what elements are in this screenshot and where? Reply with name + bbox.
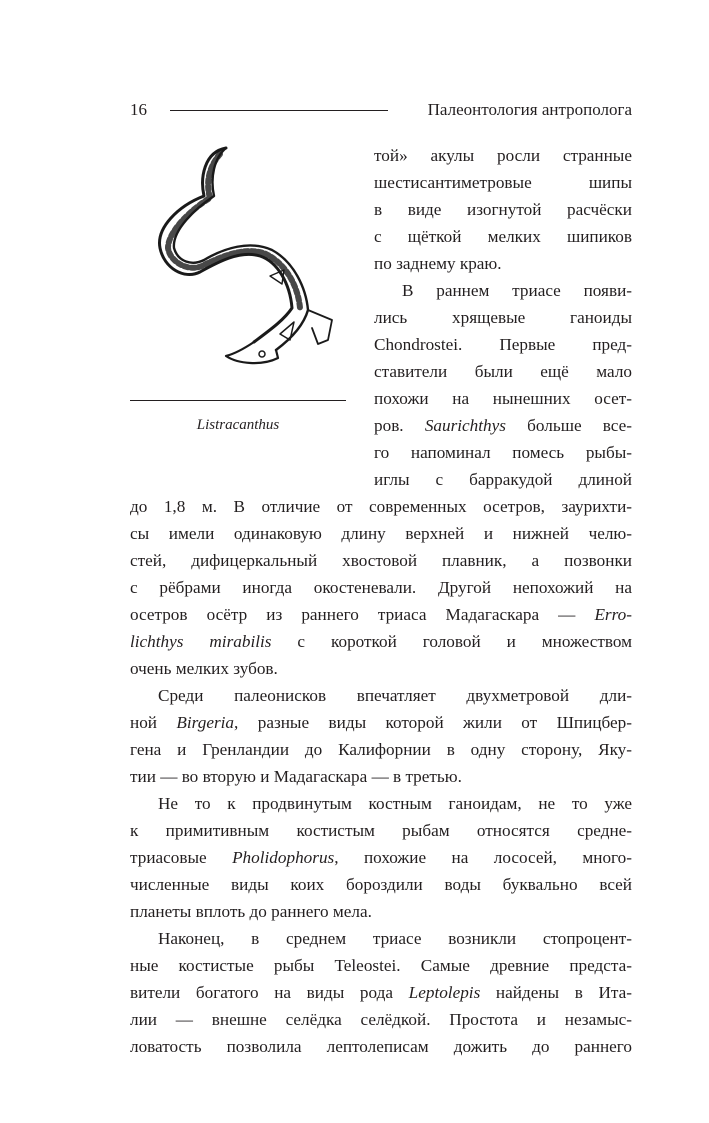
text-line: осетров осётр из раннего триаса Мадагаскара — Erro- <box>130 605 632 624</box>
italic-term: Birgeria <box>176 713 235 732</box>
italic-term: Saurichthys <box>424 416 506 435</box>
text-line: с щёткой мелких шипиков <box>374 227 632 246</box>
italic-term: lichthys mirabilis <box>130 632 272 651</box>
header-rule <box>170 110 388 111</box>
text-line: ловатость позволила лептолеписам дожить до раннего <box>130 1037 632 1056</box>
text-line: похожи на нынешних осет- <box>374 389 632 408</box>
text-line: до 1,8 м. В отличие от современных осетров, заурихти- <box>130 497 632 516</box>
text-line: тии — во вторую и Мадагаскара — в третью. <box>130 767 462 786</box>
running-title: Палеонтология антрополога <box>427 100 632 119</box>
text-line: гена и Гренландии до Калифорнии в одну сторону, Яку- <box>130 740 632 759</box>
text-line: сы имели одинаковую длину верхней и нижней челю- <box>130 524 632 543</box>
text-line: Наконец, в среднем триасе возникли стопроцент- <box>158 929 632 948</box>
figure <box>130 140 348 440</box>
text-line: шестисантиметровые шипы <box>374 173 632 192</box>
page-number: 16 <box>130 100 147 119</box>
italic-term: Pholidophorus <box>232 848 335 867</box>
text-line: Не то к продвинутым костным ганоидам, не то уже <box>158 794 632 813</box>
text-line: очень мелких зубов. <box>130 659 278 678</box>
text-line: ставители были ещё мало <box>374 362 632 381</box>
figure-caption: Listracanthus <box>196 417 280 433</box>
text-line: планеты вплоть до раннего мела. <box>130 902 372 921</box>
page-header <box>130 100 632 120</box>
text-line: лись хрящевые ганоиды <box>374 308 632 327</box>
listracanthus-illustration <box>142 144 342 372</box>
text-line: Chondrostei. Первые пред- <box>374 335 632 354</box>
text-line: го напоминал помесь рыбы- <box>374 443 632 462</box>
italic-term: Erro- <box>594 605 632 624</box>
text-line: в виде изогнутой расчёски <box>374 200 632 219</box>
text-line: иглы с барракудой длиной <box>374 470 632 489</box>
text-line: численные виды коих бороздили воды буквально всей <box>130 875 632 894</box>
text-line: той» акулы росли странные <box>374 146 632 165</box>
text-line: lichthys mirabilis с короткой головой и множеством <box>130 632 632 651</box>
text-line: стей, дифицеркальный хвостовой плавник, а позвонки <box>130 551 632 570</box>
text-line: ров. Saurichthys больше все- <box>374 416 632 435</box>
text-line: Среди палеонисков впечатляет двухметровой дли- <box>158 686 632 705</box>
text-line: вители богатого на виды рода Leptolepis найдены в Ита- <box>130 983 632 1002</box>
text-line: по заднему краю. <box>374 254 502 273</box>
text-line: лии — внешне селёдка селёдкой. Простота и незамыс- <box>130 1010 632 1029</box>
text-line: с рёбрами иногда окостеневали. Другой непохожий на <box>130 578 632 597</box>
eye <box>259 351 265 357</box>
text-line: В раннем триасе появи- <box>402 281 632 300</box>
body-outline-upper <box>160 148 292 342</box>
figure-rule <box>130 400 346 401</box>
text-line: к примитивным костистым рыбам относятся средне- <box>130 821 632 840</box>
text-line: триасовые Pholidophorus, похожие на лососей, много- <box>130 848 632 867</box>
italic-term: Leptolepis <box>408 983 481 1002</box>
tail-fin <box>308 310 332 344</box>
stripe-band <box>168 154 300 308</box>
text-line: ные костистые рыбы Teleostei. Самые древние предста- <box>130 956 632 975</box>
head <box>226 342 278 363</box>
text-line: ной Birgeria, разные виды которой жили от Шпицбер- <box>130 713 632 732</box>
